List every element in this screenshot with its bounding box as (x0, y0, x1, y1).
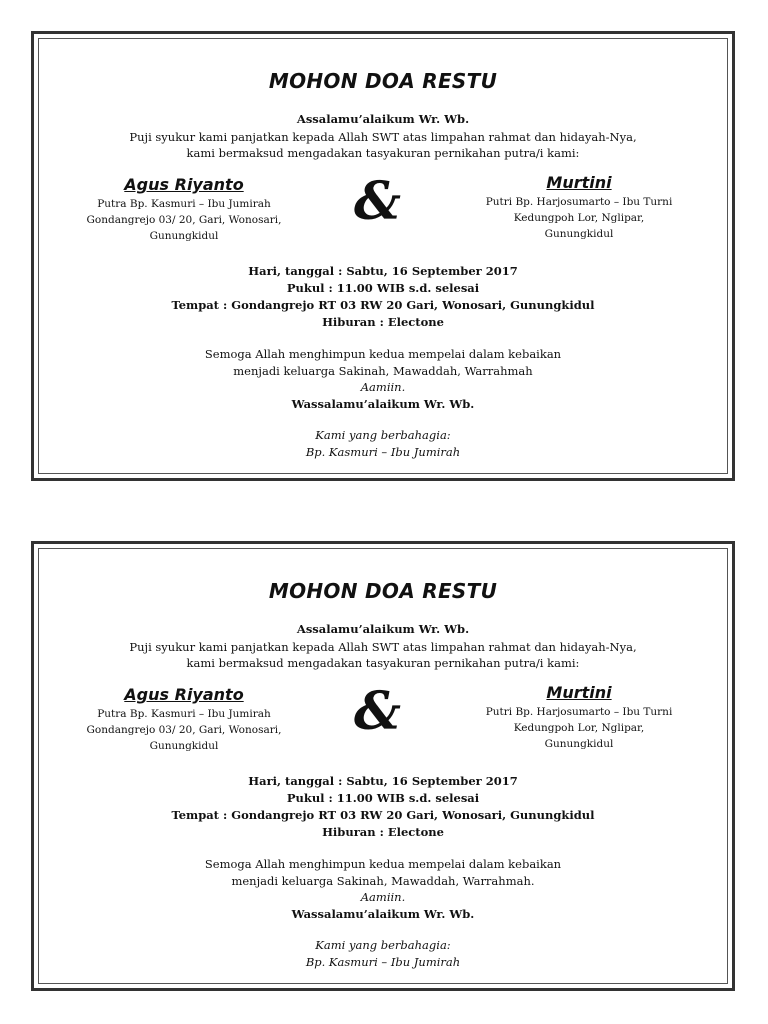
closing-label: Kami yang berbahagia: (315, 938, 451, 952)
groom-parents: Putra Bp. Kasmuri – Ibu Jumirah (97, 708, 271, 720)
closing-signature (39, 427, 727, 461)
intro-line-1: Puji syukur kami panjatkan kepada Allah SWT atas limpahan rahmat dan hidayah-Nya, (129, 640, 637, 654)
intro-line-2: kami bermaksud mengadakan tasyakuran pernikahan putra/i kami: (186, 656, 580, 670)
groom-name: Agus Riyanto (124, 175, 244, 194)
prayer-line-2: menjadi keluarga Sakinah, Mawaddah, Warrahmah (233, 363, 533, 378)
groom-address: Gondangrejo 03/ 20, Gari, Wonosari, (86, 724, 282, 736)
ampersand-ornament: & (354, 681, 401, 742)
groom-address: Gondangrejo 03/ 20, Gari, Wonosari, (86, 214, 282, 226)
bride-block (459, 175, 699, 242)
event-entertainment: Hiburan : Electone (322, 315, 444, 329)
groom-block (59, 687, 309, 754)
closing-signature (39, 937, 727, 971)
card-inner-border (38, 38, 728, 474)
event-date: Hari, tanggal : Sabtu, 16 September 2017 (248, 264, 518, 278)
prayer-line-1: Semoga Allah menghimpun kedua mempelai dalam kebaikan (204, 857, 562, 871)
prayer-text (39, 346, 727, 412)
bride-parents: Putri Bp. Harjosumarto – Ibu Turni (485, 196, 673, 208)
card-title: MOHON DOA RESTU (268, 579, 498, 603)
invitation-card-2 (31, 541, 735, 991)
event-details (39, 773, 727, 841)
groom-block (59, 177, 309, 244)
prayer-text (39, 856, 727, 922)
prayer-line-2: menjadi keluarga Sakinah, Mawaddah, Warrahmah. (231, 873, 535, 888)
event-place: Tempat : Gondangrejo RT 03 RW 20 Gari, Wonosari, Gunungkidul (171, 808, 595, 822)
card-inner-border (38, 548, 728, 984)
closing-names: Bp. Kasmuri – Ibu Jumirah (305, 955, 461, 969)
bride-region: Gunungkidul (544, 738, 614, 750)
opening-greeting: Assalamu’alaikum Wr. Wb. (296, 112, 470, 126)
bride-parents: Putri Bp. Harjosumarto – Ibu Turni (485, 706, 673, 718)
bride-region: Gunungkidul (544, 228, 614, 240)
bride-name: Murtini (546, 173, 612, 192)
closing-greeting: Wassalamu’alaikum Wr. Wb. (291, 396, 475, 411)
opening-greeting: Assalamu’alaikum Wr. Wb. (296, 622, 470, 636)
intro-text (39, 129, 727, 161)
card-title: MOHON DOA RESTU (268, 69, 498, 93)
invitation-card-1 (31, 31, 735, 481)
groom-region: Gunungkidul (149, 230, 219, 242)
groom-name: Agus Riyanto (124, 685, 244, 704)
event-time: Pukul : 11.00 WIB s.d. selesai (286, 791, 480, 805)
event-date: Hari, tanggal : Sabtu, 16 September 2017 (248, 774, 518, 788)
event-details (39, 263, 727, 331)
intro-line-1: Puji syukur kami panjatkan kepada Allah SWT atas limpahan rahmat dan hidayah-Nya, (129, 130, 637, 144)
closing-names: Bp. Kasmuri – Ibu Jumirah (305, 445, 461, 459)
bride-name: Murtini (546, 683, 612, 702)
closing-greeting: Wassalamu’alaikum Wr. Wb. (291, 906, 475, 921)
event-time: Pukul : 11.00 WIB s.d. selesai (286, 281, 480, 295)
ampersand-ornament: & (354, 171, 401, 232)
event-place: Tempat : Gondangrejo RT 03 RW 20 Gari, Wonosari, Gunungkidul (171, 298, 595, 312)
closing-label: Kami yang berbahagia: (315, 428, 451, 442)
intro-text (39, 639, 727, 671)
aamiin-text: Aamiin. (360, 380, 406, 394)
groom-region: Gunungkidul (149, 740, 219, 752)
bride-address: Kedungpoh Lor, Nglipar, (513, 212, 645, 224)
groom-parents: Putra Bp. Kasmuri – Ibu Jumirah (97, 198, 271, 210)
prayer-line-1: Semoga Allah menghimpun kedua mempelai dalam kebaikan (204, 347, 562, 361)
aamiin-text: Aamiin. (360, 890, 406, 904)
event-entertainment: Hiburan : Electone (322, 825, 444, 839)
bride-address: Kedungpoh Lor, Nglipar, (513, 722, 645, 734)
intro-line-2: kami bermaksud mengadakan tasyakuran pernikahan putra/i kami: (186, 146, 580, 160)
bride-block (459, 685, 699, 752)
